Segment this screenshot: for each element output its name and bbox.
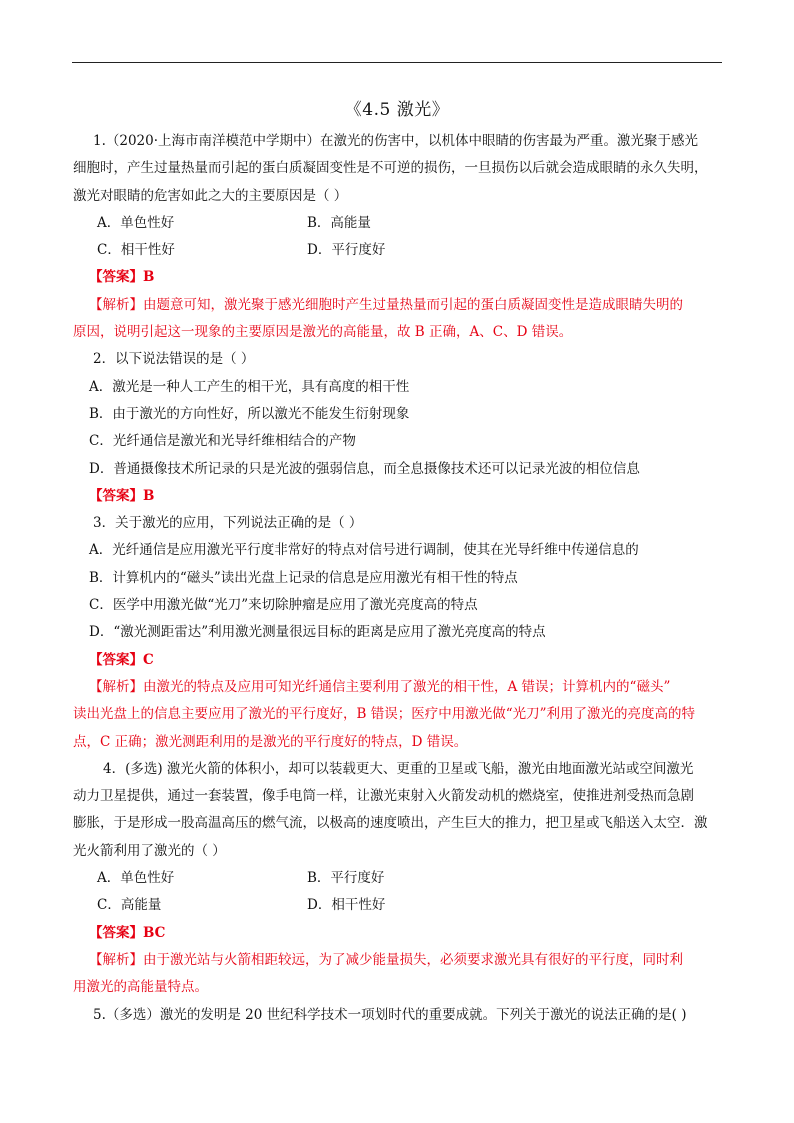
document-body [73,128,722,1029]
q4-option-d: D．相干性好 [307,897,386,914]
q1-option-d: D．平行度好 [307,242,386,259]
q4-option-b: B．平行度好 [307,870,385,887]
q2-option-d: D．普通摄像技术所记录的只是光波的强弱信息，而全息摄像技术还可以记录光波的相位信息 [89,460,640,477]
q1-analysis-line-1: 【解析】由题意可知，激光聚于感光细胞时产生过量热量而引起的蛋白质凝固变性是造成眼睛失明的 [89,296,683,313]
q1-options-row-1 [89,210,722,237]
page-title: 《4.5 激光》 [344,100,450,120]
q3-analysis-line-1: 【解析】由激光的特点及应用可知光纤通信主要利用了激光的相干性，A 错误；计算机内的“磁头” [89,678,671,695]
q4-stem-line-1: 4．(多选) 激光火箭的体积小，却可以装载更大、更重的卫星或飞船，激光由地面激光站或空间激光 [103,760,694,777]
q3-option-b: B．计算机内的“磁头”读出光盘上记录的信息是应用激光有相干性的特点 [89,569,518,586]
q2-stem: 2．以下说法错误的是（ ） [93,351,255,368]
q2-option-c: C．光纤通信是激光和光导纤维相结合的产物 [89,433,356,450]
q3-option-c: C．医学中用激光做“光刀”来切除肿瘤是应用了激光亮度高的特点 [89,597,478,614]
q3-answer: 【答案】C [89,651,154,668]
q2-option-b: B．由于激光的方向性好，所以激光不能发生衍射现象 [89,405,410,422]
q1-answer: 【答案】B [89,269,155,286]
q1-stem-line-1: 1.（2020·上海市南洋模范中学期中）在激光的伤害中，以机体中眼睛的伤害最为严重。激光聚于感光 [93,133,699,149]
q4-option-a: A．单色性好 [97,870,175,887]
q1-options-row-2 [89,237,722,264]
q1-stem-line-2: 细胞时，产生过量热量而引起的蛋白质凝固变性是不可逆的损伤，一旦损伤以后就会造成眼睛的永久失明， [73,160,708,177]
q3-option-a: A．光纤通信是应用激光平行度非常好的特点对信号进行调制，使其在光导纤维中传递信息的 [89,542,639,559]
q1-option-a: A．单色性好 [97,214,175,231]
q5-stem: 5.（多选）激光的发明是 20 世纪科学技术一项划时代的重要成就。下列关于激光的说法正确的是( ) [93,1006,687,1023]
q2-answer: 【答案】B [89,487,155,504]
q3-analysis-line-3: 点，C 正确；激光测距利用的是激光的平行度好的特点，D 错误。 [73,733,468,750]
q4-option-c: C．高能量 [97,897,162,914]
q4-options-row-2 [89,892,722,919]
q4-analysis-line-1: 【解析】由于激光站与火箭相距较远，为了减少能量损失，必须要求激光具有很好的平行度，同时利 [89,951,683,968]
q1-analysis-line-2: 原因，说明引起这一现象的主要原因是激光的高能量，故 B 正确，A、C、D 错误。 [73,324,573,341]
q4-analysis-line-2: 用激光的高能量特点。 [73,979,208,996]
header-rule [72,62,722,63]
q2-option-a: A．激光是一种人工产生的相干光，具有高度的相干性 [89,378,410,395]
q1-option-c: C．相干性好 [97,242,175,259]
q3-analysis-line-2: 读出光盘上的信息主要应用了激光的平行度好，B 错误；医疗中用激光做“光刀”利用了激光的亮度高的特 [73,706,696,723]
q4-stem-line-2: 动力卫星提供，通过一套装置，像手电筒一样，让激光束射入火箭发动机的燃烧室，使推进剂受热而急剧 [73,788,694,805]
q1-stem-line-3: 激光对眼睛的危害如此之大的主要原因是（ ） [73,187,348,204]
q4-stem-line-3: 膨胀，于是形成一股高温高压的燃气流，以极高的速度喷出，产生巨大的推力，把卫星或飞船送入太空．激 [73,815,708,832]
q1-option-b: B．高能量 [307,214,371,231]
q3-option-d: D．“激光测距雷达”利用激光测量很远目标的距离是应用了激光亮度高的特点 [89,624,546,641]
q3-stem: 3．关于激光的应用，下列说法正确的是（ ） [93,515,363,532]
q4-options-row-1 [89,865,722,892]
q4-stem-line-4: 光火箭利用了激光的（ ） [73,842,226,859]
q4-answer: 【答案】BC [89,924,166,941]
